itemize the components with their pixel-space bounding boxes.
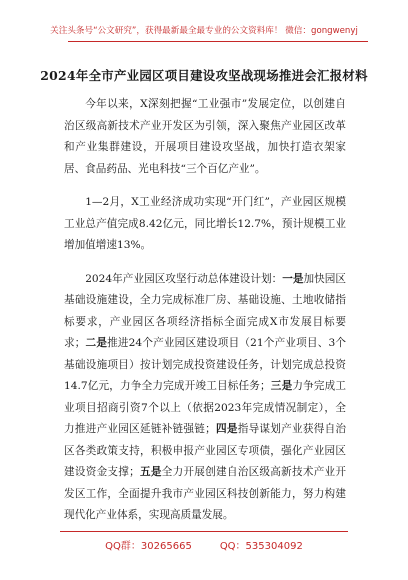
footer-contacts <box>0 537 408 552</box>
paragraph-text: 1—2月，X工业经济成功实现“开门红”，产业园区规模工业总产值完成8.42亿元，同比增长12.7%，预计规模工业增加值增速13%。 <box>64 196 346 251</box>
banner-divider <box>68 41 368 42</box>
bold-marker: 二是 <box>85 337 108 349</box>
paragraph-text: 全力开展创建自治区级高新技术产业开发区工作，全面提升我市产业园区科技创新能力，努力构建现代化产业体系，实现高质量发展。 <box>64 466 347 521</box>
paragraph-text: 2024年产业园区攻坚行动总体建设计划： <box>85 272 283 285</box>
bold-marker: 四是 <box>215 423 238 435</box>
qq-contact-text: QQ：535304092 <box>219 541 303 552</box>
bold-marker: 一是 <box>282 272 304 285</box>
paragraph-intro <box>64 94 346 180</box>
qq-group-text: QQ群：30265665 <box>105 541 192 552</box>
document-title: 2024年全市产业园区项目建设攻坚战现场推进会汇报材料 <box>40 68 368 83</box>
footer-divider <box>60 531 348 532</box>
bold-marker: 五是 <box>139 466 162 478</box>
paragraph-text: 推进24个产业园区建设项目（21个产业项目、3个基础设施项目）按计划完成投资建设任务，计划完成总投资14.7亿元，力争全力完成开竣工目标任务； <box>64 337 347 392</box>
paragraph-text: 今年以来，X深刻把握“工业强市”发展定位，以创建自治区级高新技术产业开发区为引领，深入聚焦产业园区改革和产业集群建设，开展项目建设攻坚战，加快打造衣架家居、食品药品、光电科技“三个百亿产业”。 <box>64 98 346 175</box>
paragraph-plan <box>64 269 346 527</box>
paragraph-text: 指导谋划产业获得自治区各类政策支持，积极申报产业园区专项债，强化产业园区建设资金支撑； <box>64 423 347 478</box>
paragraph-text: 力争完成工业项目招商引资7个以上（依据2023年完成情况制定），全力推进产业园区延链补链强链； <box>64 380 347 435</box>
bold-marker: 三是 <box>270 380 293 392</box>
paragraph-stats <box>64 192 346 257</box>
promo-banner: 关注头条号“公文研究”，获得最新最全最专业的公文资料库！ 微信：gongwenyj <box>50 26 358 36</box>
paragraph-text: 加快园区基础设施建设，全力完成标准厂房、基础设施、土地收储指标要求，产业园区各项经济指标全面完成X市发展目标要求； <box>64 272 346 349</box>
document-body <box>64 94 346 539</box>
